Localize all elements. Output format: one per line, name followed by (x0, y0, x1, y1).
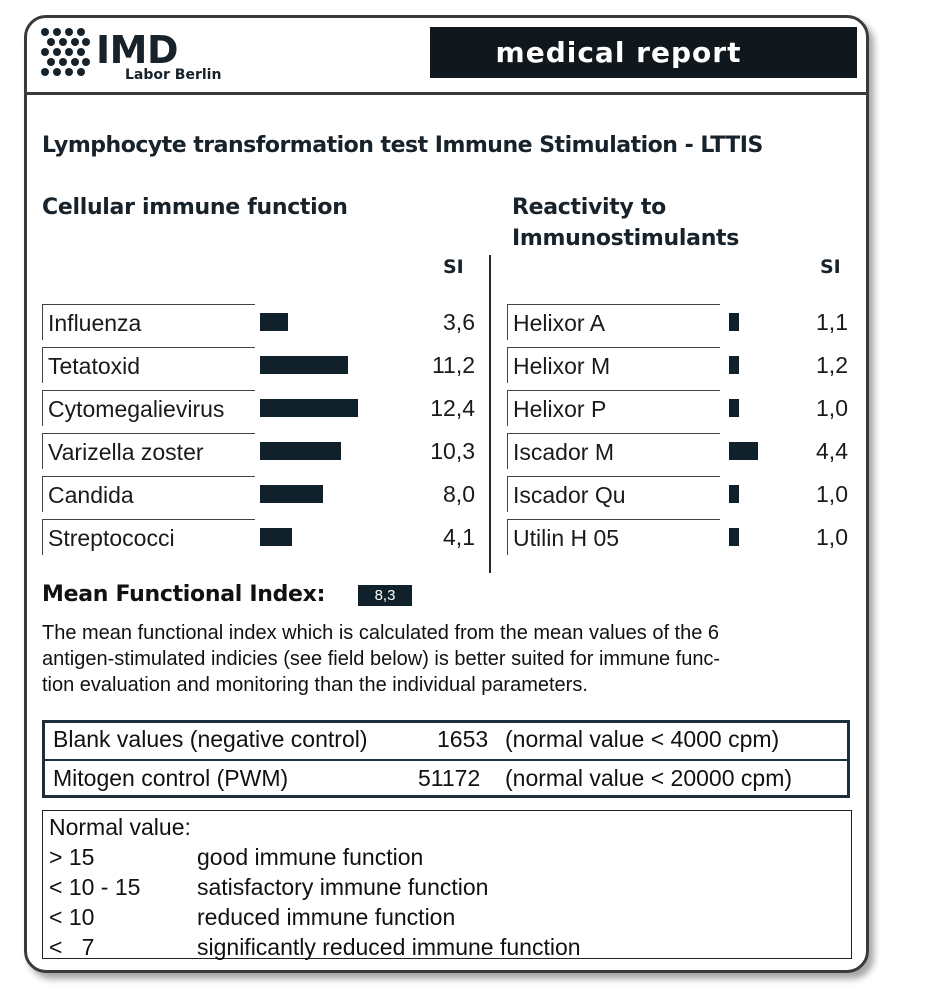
si-bar (260, 442, 341, 460)
si-row-label: Streptococci (42, 519, 255, 555)
si-bar (260, 313, 288, 331)
control-value: 51172 (418, 765, 481, 791)
si-bar (729, 528, 739, 546)
control-row-mitogen (53, 765, 793, 792)
explanation-line: tion evaluation and monitoring than the individual parameters. (42, 674, 588, 696)
si-value: 10,3 (430, 438, 475, 464)
normal-values-box (42, 810, 852, 959)
control-normal: (normal value < 20000 cpm) (505, 765, 793, 791)
si-value: 8,0 (443, 481, 475, 507)
si-row-label: Cytomegalievirus (42, 390, 255, 426)
si-row-label: Varizella zoster (42, 433, 255, 469)
normal-values-heading: Normal value: (49, 814, 191, 840)
si-value: 1,1 (816, 309, 848, 335)
si-row-label: Helixor M (507, 347, 720, 383)
control-label: Blank values (negative control) (53, 726, 368, 752)
normal-text: satisfactory immune function (197, 874, 489, 900)
right-si-label: SI (820, 256, 841, 278)
document-title: Lymphocyte transformation test Immune Stimulation - LTTIS (42, 133, 763, 158)
mfi-label: Mean Functional Index: (42, 582, 326, 607)
si-value: 1,0 (816, 524, 848, 550)
si-bar (729, 442, 758, 460)
left-section-heading: Cellular immune function (42, 195, 348, 220)
explanation-line: antigen-stimulated indicies (see field below) is better suited for immune func- (42, 648, 721, 670)
normal-range: < 7 (49, 934, 95, 960)
si-row-label: Helixor A (507, 304, 720, 340)
normal-text: reduced immune function (197, 904, 456, 930)
si-value: 1,0 (816, 481, 848, 507)
left-si-label: SI (443, 256, 464, 278)
logo-dots-icon (40, 27, 90, 77)
si-bar (729, 313, 739, 331)
si-bar (729, 356, 739, 374)
controls-separator (45, 759, 847, 761)
control-value: 1653 (437, 726, 489, 752)
si-value: 1,2 (816, 352, 848, 378)
logo-text: IMD (96, 28, 178, 72)
si-row-label: Helixor P (507, 390, 720, 426)
normal-range: < 10 (49, 904, 95, 930)
si-row-label: Iscador M (507, 433, 720, 469)
mfi-value: 8,3 (358, 585, 412, 606)
si-bar (260, 399, 358, 417)
si-value: 12,4 (430, 395, 475, 421)
right-heading-line1: Reactivity to (512, 195, 666, 220)
si-row-label: Tetatoxid (42, 347, 255, 383)
normal-range: < 10 - 15 (49, 874, 141, 900)
control-row-blank (53, 726, 780, 753)
explanation-line: The mean functional index which is calculated from the mean values of the 6 (42, 622, 720, 644)
si-value: 4,1 (443, 524, 475, 550)
si-bar (260, 528, 292, 546)
normal-range: > 15 (49, 844, 95, 870)
report-label: medical report (430, 27, 857, 78)
header-divider (27, 92, 866, 95)
control-normal: (normal value < 4000 cpm) (505, 726, 780, 752)
si-value: 1,0 (816, 395, 848, 421)
si-value: 4,4 (816, 438, 848, 464)
logo-subtitle: Labor Berlin (125, 67, 222, 83)
si-bar (729, 485, 739, 503)
normal-text: significantly reduced immune function (197, 934, 581, 960)
control-label: Mitogen control (PWM) (53, 765, 289, 791)
right-heading-line2: Immunostimulants (512, 226, 740, 251)
normal-text: good immune function (197, 844, 424, 870)
si-bar (260, 356, 348, 374)
si-value: 11,2 (431, 352, 475, 378)
right-section-heading (512, 192, 739, 254)
si-row-label: Candida (42, 476, 255, 512)
si-row-label: Utilin H 05 (507, 519, 720, 555)
si-bar (260, 485, 323, 503)
section-divider (489, 255, 491, 573)
explanation-paragraph (42, 620, 862, 698)
si-row-label: Influenza (42, 304, 255, 340)
controls-box (42, 720, 850, 798)
si-bar (729, 399, 739, 417)
si-value: 3,6 (443, 309, 475, 335)
si-row-label: Iscador Qu (507, 476, 720, 512)
